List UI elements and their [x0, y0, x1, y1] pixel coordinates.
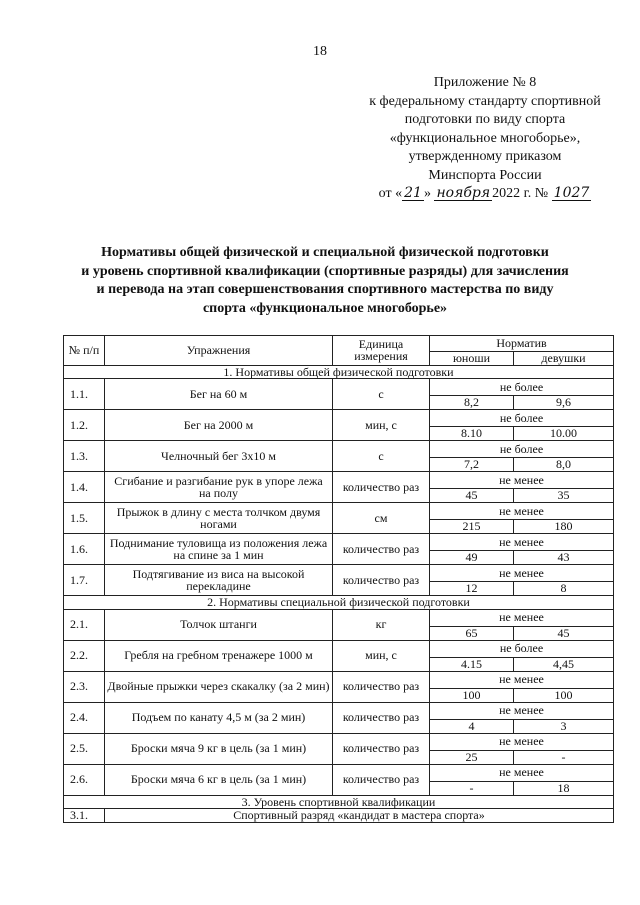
boys-value: 4.15	[430, 657, 514, 671]
girls-value: 43	[514, 551, 614, 565]
exercise-name: Броски мяча 9 кг в цель (за 1 мин)	[105, 733, 333, 764]
order-number: 1027	[553, 185, 590, 201]
boys-value: 12	[430, 582, 514, 596]
section-title: 3. Уровень спортивной квалификации	[64, 795, 614, 809]
exercise-name: Бег на 2000 м	[105, 410, 333, 441]
exercise-name: Челночный бег 3х10 м	[105, 441, 333, 472]
unit-cell: количество раз	[333, 702, 430, 733]
header-row	[64, 336, 614, 352]
table-row	[64, 764, 614, 781]
date-month: ноября	[436, 185, 491, 201]
table-row	[64, 379, 614, 396]
norm-qualifier: не менее	[430, 503, 614, 520]
norm-qualifier: не менее	[430, 534, 614, 551]
boys-value: 8.10	[430, 427, 514, 441]
row-number: 1.3.	[64, 441, 105, 472]
exercise-name: Броски мяча 6 кг в цель (за 1 мин)	[105, 764, 333, 795]
unit-cell: количество раз	[333, 671, 430, 702]
exercise-name: Прыжок в длину с места толчком двумя ногами	[105, 503, 333, 534]
table-row	[64, 702, 614, 719]
girls-value: 8,0	[514, 458, 614, 472]
row-number: 2.6.	[64, 764, 105, 795]
row-number: 1.6.	[64, 534, 105, 565]
row-number: 1.2.	[64, 410, 105, 441]
exercise-name: Подтягивание из виса на высокой перекладине	[105, 565, 333, 596]
girls-value: -	[514, 750, 614, 764]
unit-cell: с	[333, 379, 430, 410]
header-num: № п/п	[64, 336, 105, 366]
norm-qualifier: не более	[430, 379, 614, 396]
row-number: 2.4.	[64, 702, 105, 733]
section-row	[64, 596, 614, 610]
date-year: 2022 г. №	[492, 186, 549, 201]
norm-qualifier: не менее	[430, 764, 614, 781]
girls-value: 3	[514, 719, 614, 733]
row-number: 1.5.	[64, 503, 105, 534]
title-line: и уровень спортивной квалификации (спортивные разряды) для зачисления	[81, 263, 569, 279]
norm-qualifier: не менее	[430, 702, 614, 719]
date-prefix: от «	[378, 186, 403, 201]
boys-value: 215	[430, 520, 514, 534]
row-number: 1.4.	[64, 472, 105, 503]
appendix-line: «функциональное многоборье»,	[389, 130, 581, 146]
boys-value: -	[430, 781, 514, 795]
unit-cell: см	[333, 503, 430, 534]
unit-cell: количество раз	[333, 764, 430, 795]
exercise-name: Поднимание туловища из положения лежа на спине за 1 мин	[105, 534, 333, 565]
row-number: 2.1.	[64, 609, 105, 640]
norm-qualifier: не менее	[430, 671, 614, 688]
row-number: 3.1.	[64, 809, 105, 823]
girls-value: 45	[514, 626, 614, 640]
girls-value: 9,6	[514, 396, 614, 410]
norm-qualifier: не более	[430, 441, 614, 458]
unit-cell: количество раз	[333, 472, 430, 503]
header-girls: девушки	[514, 352, 614, 366]
norm-qualifier: не менее	[430, 565, 614, 582]
table-row	[64, 671, 614, 688]
unit-cell: количество раз	[333, 534, 430, 565]
page-number: 18	[313, 44, 327, 59]
header-unit: Единица измерения	[333, 336, 430, 366]
exercise-name: Толчок штанги	[105, 609, 333, 640]
header-exercise: Упражнения	[105, 336, 333, 366]
boys-value: 25	[430, 750, 514, 764]
row-number: 1.7.	[64, 565, 105, 596]
boys-value: 49	[430, 551, 514, 565]
document-title	[40, 244, 610, 318]
section-row	[64, 795, 614, 809]
unit-cell: кг	[333, 609, 430, 640]
norm-qualifier: не более	[430, 410, 614, 427]
date-mid: »	[423, 186, 431, 201]
boys-value: 4	[430, 719, 514, 733]
row-number: 2.3.	[64, 671, 105, 702]
date-day: 21	[404, 185, 422, 201]
table-row	[64, 410, 614, 427]
table-row	[64, 534, 614, 551]
section-title: 1. Нормативы общей физической подготовки	[64, 365, 614, 379]
appendix-line: к федеральному стандарту спортивной	[369, 93, 601, 109]
girls-value: 4,45	[514, 657, 614, 671]
section-title: 2. Нормативы специальной физической подготовки	[64, 596, 614, 610]
appendix-line: Минспорта России	[428, 167, 542, 183]
unit-cell: мин, с	[333, 640, 430, 671]
title-line: Нормативы общей физической и специальной физической подготовки	[101, 245, 549, 260]
unit-cell: мин, с	[333, 410, 430, 441]
boys-value: 100	[430, 688, 514, 702]
row-number: 2.5.	[64, 733, 105, 764]
table-row	[64, 503, 614, 520]
appendix-line: Приложение № 8	[433, 75, 537, 90]
norm-qualifier: не менее	[430, 733, 614, 750]
girls-value: 180	[514, 520, 614, 534]
appendix-date-line	[340, 185, 630, 204]
norm-qualifier: не более	[430, 640, 614, 657]
boys-value: 45	[430, 489, 514, 503]
unit-cell: с	[333, 441, 430, 472]
section-row	[64, 365, 614, 379]
table-row	[64, 472, 614, 489]
table-row	[64, 565, 614, 582]
exercise-name: Бег на 60 м	[105, 379, 333, 410]
title-line: и перевода на этап совершенствования спортивного мастерства по виду	[96, 282, 554, 297]
exercise-name: Сгибание и разгибание рук в упоре лежа на полу	[105, 472, 333, 503]
girls-value: 10.00	[514, 427, 614, 441]
table-row	[64, 441, 614, 458]
table-row	[64, 733, 614, 750]
girls-value: 100	[514, 688, 614, 702]
qualification-text: Спортивный разряд «кандидат в мастера спорта»	[105, 809, 614, 823]
appendix-line: утвержденному приказом	[408, 149, 562, 164]
unit-cell: количество раз	[333, 733, 430, 764]
appendix-block	[340, 74, 630, 204]
table-row	[64, 640, 614, 657]
table-row	[64, 809, 614, 823]
girls-value: 35	[514, 489, 614, 503]
title-line: спорта «функциональное многоборье»	[202, 300, 448, 316]
boys-value: 7,2	[430, 458, 514, 472]
unit-cell: количество раз	[333, 565, 430, 596]
norm-qualifier: не менее	[430, 609, 614, 626]
boys-value: 8,2	[430, 396, 514, 410]
appendix-line: подготовки по виду спорта	[404, 112, 566, 127]
exercise-name: Гребля на гребном тренажере 1000 м	[105, 640, 333, 671]
norm-qualifier: не менее	[430, 472, 614, 489]
girls-value: 18	[514, 781, 614, 795]
norms-table	[63, 335, 614, 823]
exercise-name: Подъем по канату 4,5 м (за 2 мин)	[105, 702, 333, 733]
boys-value: 65	[430, 626, 514, 640]
norms-table-body	[64, 336, 614, 823]
row-number: 1.1.	[64, 379, 105, 410]
exercise-name: Двойные прыжки через скакалку (за 2 мин)	[105, 671, 333, 702]
row-number: 2.2.	[64, 640, 105, 671]
table-row	[64, 609, 614, 626]
header-norm: Норматив	[430, 336, 614, 352]
header-boys: юноши	[430, 352, 514, 366]
girls-value: 8	[514, 582, 614, 596]
